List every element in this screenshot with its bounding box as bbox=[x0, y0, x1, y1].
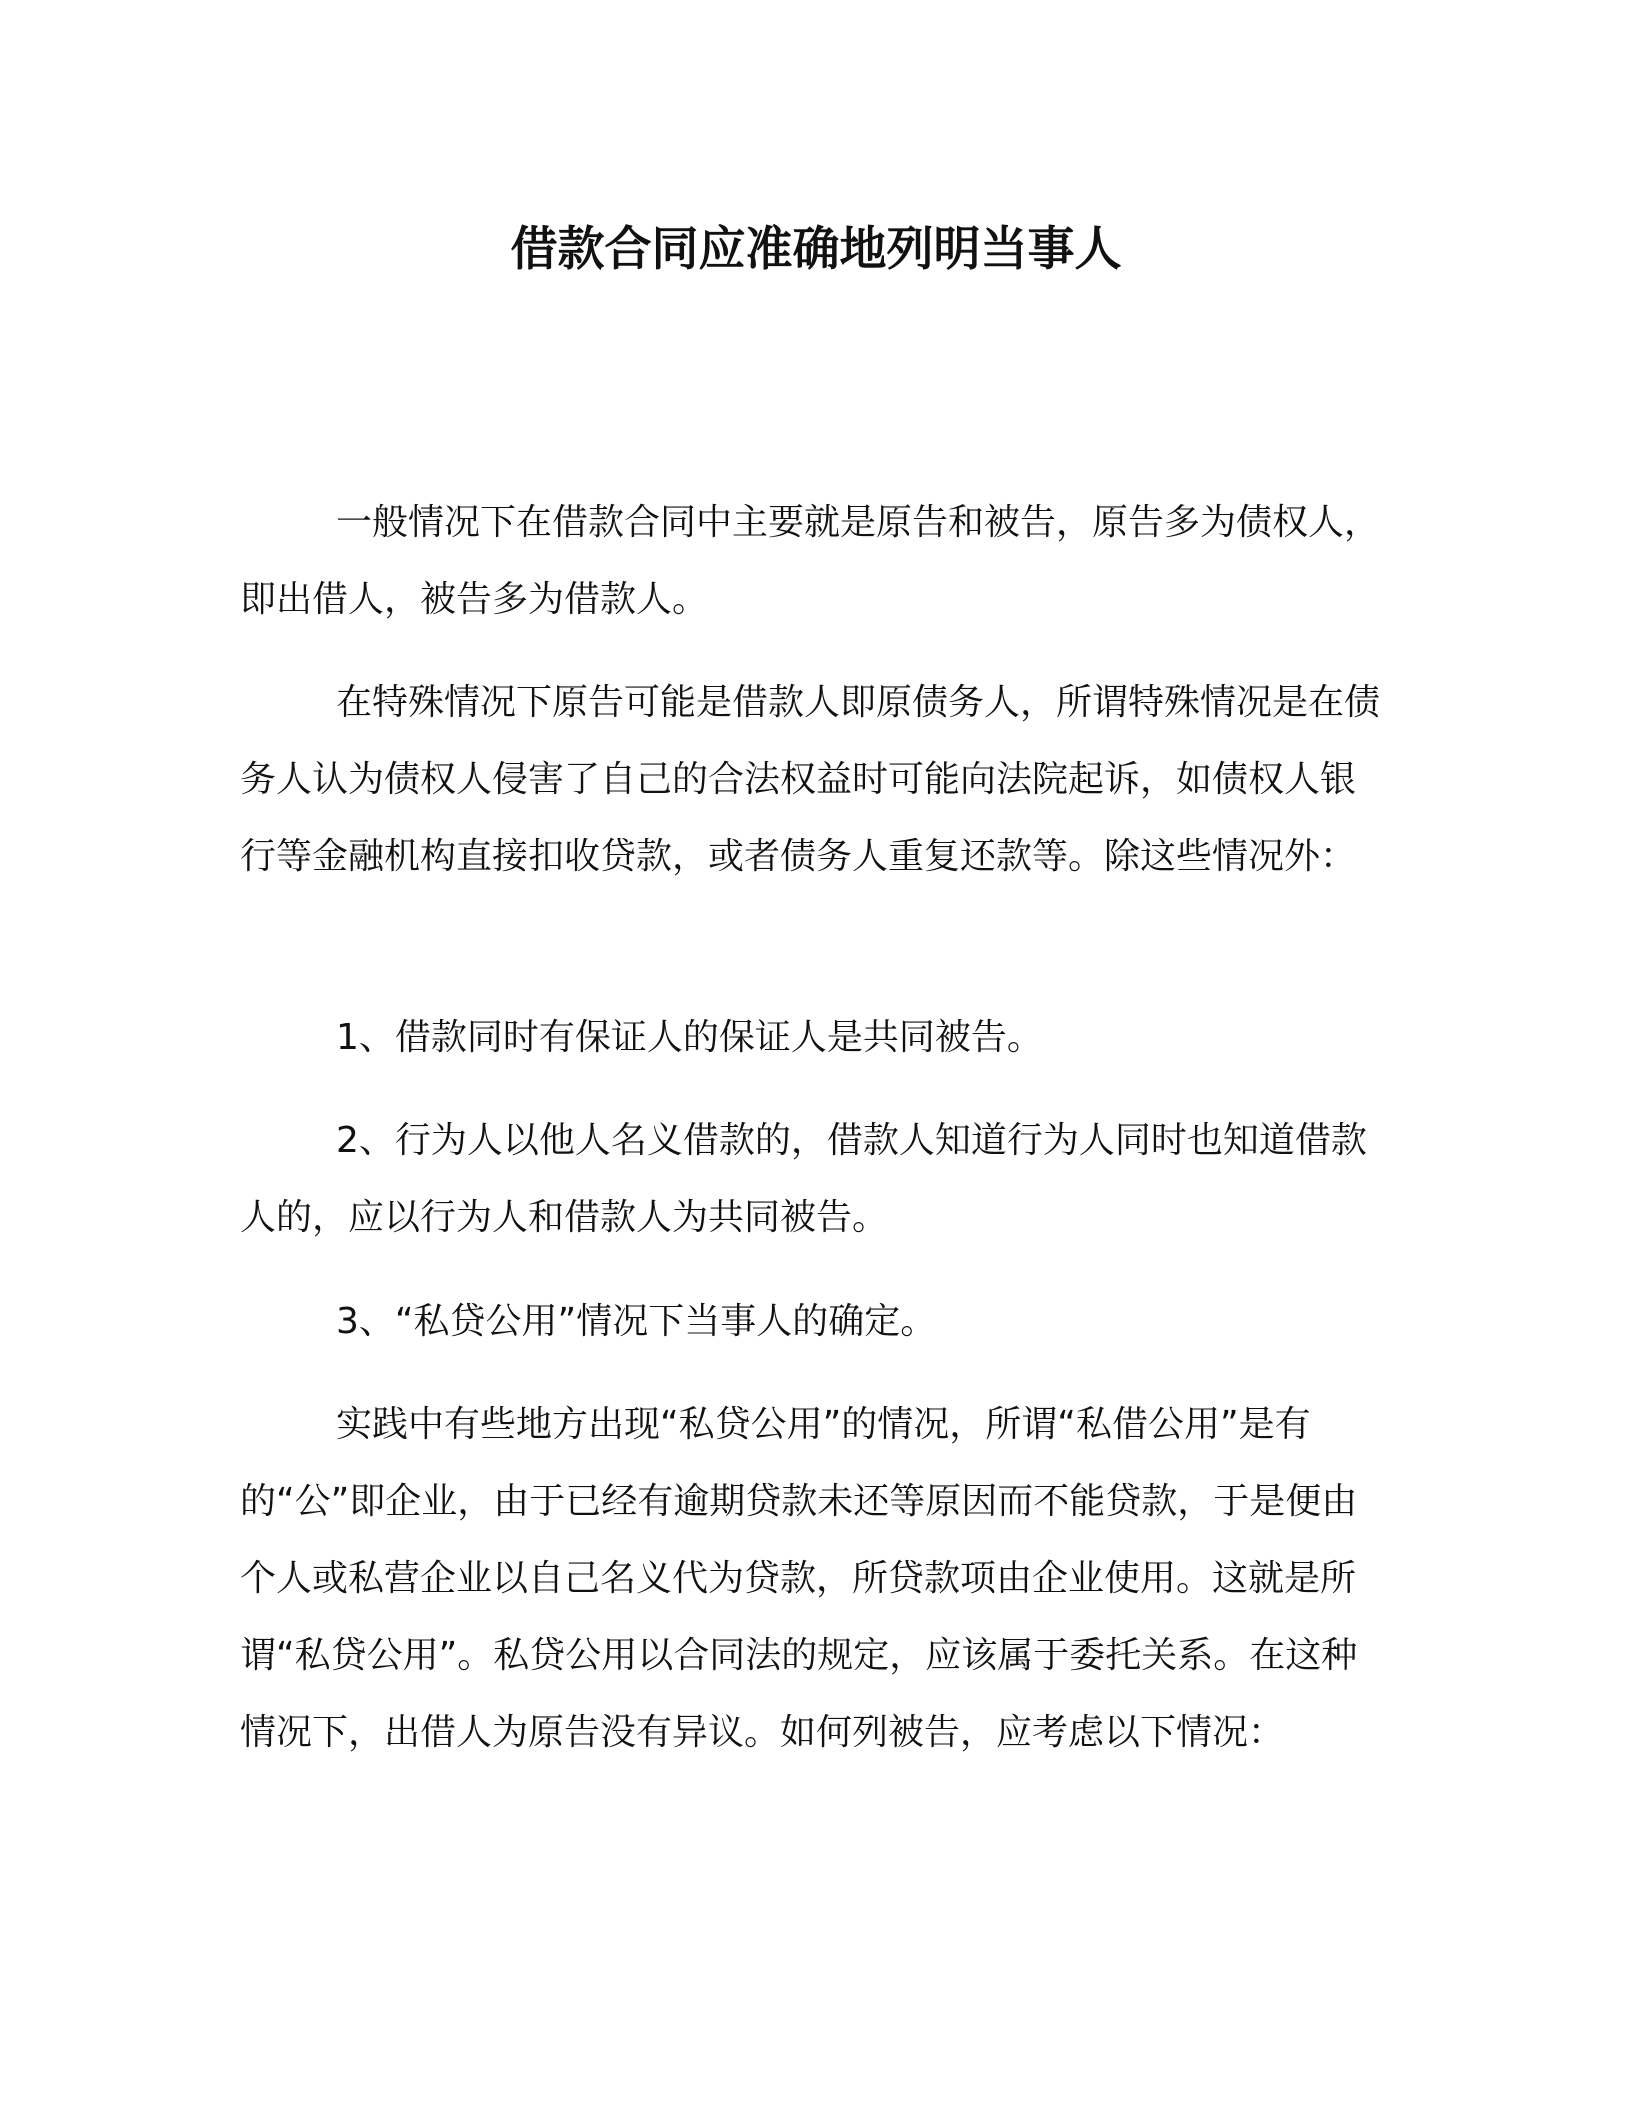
document-title: 借款合同应准确地列明当事人 bbox=[510, 222, 1122, 277]
paragraph-general-parties: 一般情况下在借款合同中主要就是原告和被告，原告多为债权人，即出借人，被告多为借款人。 bbox=[240, 502, 1381, 620]
paragraph-practice-explanation: 实践中有些地方出现“私贷公用”的情况，所谓“私借公用”是有的“公”即企业，由于已经有逾期贷款未还等原因而不能贷款，于是便由个人或私营企业以自己名义代为贷款，所贷款项由企业使用。这就是所谓“私贷公用”。私贷公用以合同法的规定，应该属于委托关系。在这种情况下，出借人为原告没有异议。如何列被告，应考虑以下情况： bbox=[240, 1404, 1358, 1753]
paragraph-special-cases: 在特殊情况下原告可能是借款人即原债务人，所谓特殊情况是在债务人认为债权人侵害了自己的合法权益时可能向法院起诉，如债权人银行等金融机构直接扣收贷款，或者债务人重复还款等。除这些情况外： bbox=[240, 682, 1381, 877]
paragraph-item-3-private-loan: 3、“私贷公用”情况下当事人的确定。 bbox=[336, 1301, 937, 1342]
paragraph-item-1-guarantor: 1、借款同时有保证人的保证人是共同被告。 bbox=[336, 1017, 1043, 1058]
paragraph-item-2-agent: 2、行为人以他人名义借款的，借款人知道行为人同时也知道借款人的，应以行为人和借款人为共同被告。 bbox=[240, 1120, 1367, 1238]
